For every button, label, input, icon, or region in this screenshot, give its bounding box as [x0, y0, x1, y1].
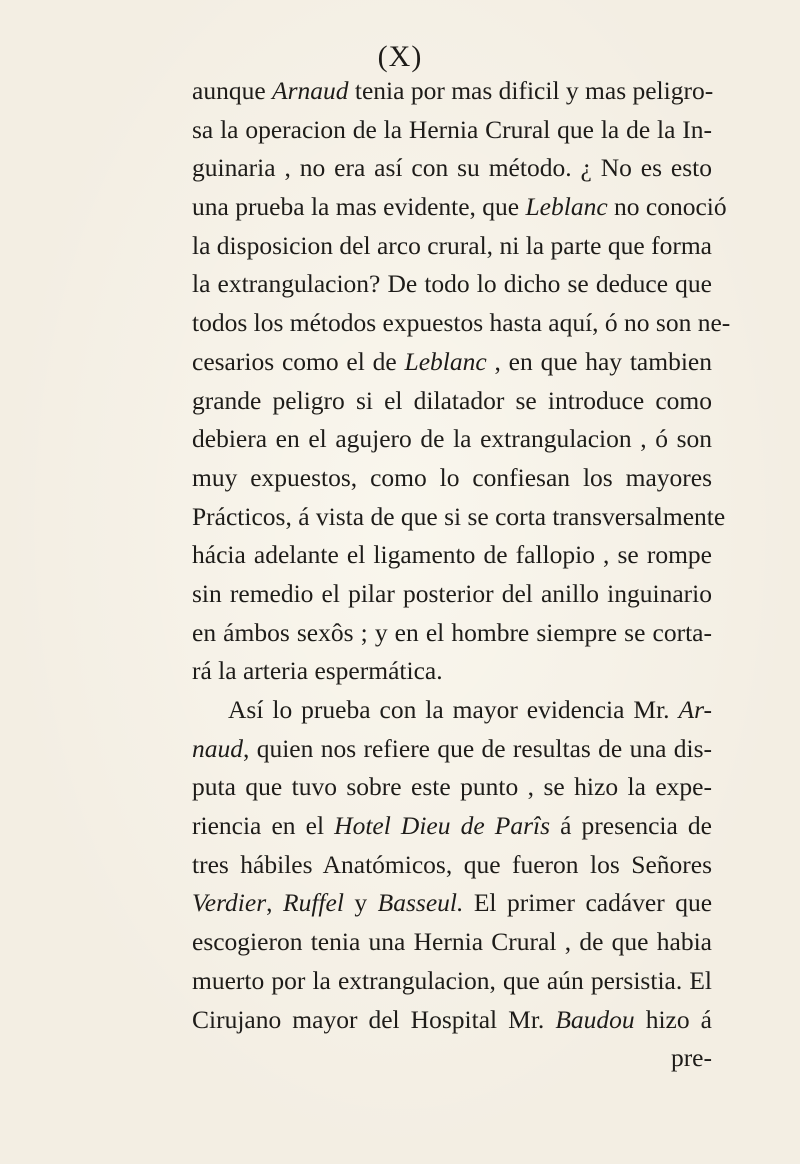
text-run: muerto por la extrangulacion, que aún persistia. El [192, 965, 712, 995]
text-run: una prueba la mas evidente, que [192, 192, 526, 222]
text-run: sa la operacion de la Hernia Crural que la de la In- [192, 114, 712, 144]
body-text [192, 72, 731, 1078]
text-line [192, 227, 712, 266]
text-line [192, 846, 712, 885]
text-run: escogieron tenia una Hernia Crural , de que habia [192, 927, 712, 957]
italic-name: naud [192, 733, 243, 763]
text-run: la extrangulacion? De todo lo dicho se deduce que [192, 269, 712, 299]
italic-name: Verdier [192, 888, 267, 918]
text-run: rá la arteria espermática. [192, 656, 443, 686]
italic-name: Arnaud [272, 76, 349, 105]
text-run: no conoció [607, 192, 727, 222]
text-run: guinaria , no era así con su método. ¿ No es esto [192, 153, 712, 183]
text-line [192, 691, 712, 730]
text-run: la disposicion del arco crural, ni la parte que forma [192, 230, 712, 260]
text-line [192, 536, 712, 575]
italic-name: Basseul. [377, 888, 464, 918]
text-run: , [266, 888, 283, 918]
text-run: á presencia de [550, 811, 712, 841]
text-line [192, 382, 712, 421]
text-line [192, 111, 712, 150]
text-run: sin remedio el pilar posterior del anillo inguinario [192, 578, 712, 608]
text-run: El primer cadáver que [463, 888, 713, 918]
italic-name: Baudou [555, 1004, 635, 1034]
text-line [192, 884, 712, 923]
text-line [192, 149, 712, 188]
text-line [192, 1001, 712, 1040]
text-line [192, 807, 712, 846]
text-line [192, 652, 712, 691]
italic-name: Leblanc [404, 346, 487, 376]
text-line [192, 768, 712, 807]
text-run: puta que tuvo sobre este punto , se hizo la expe- [192, 772, 712, 802]
text-line [192, 614, 712, 653]
page-number: (X) [377, 40, 423, 73]
text-line [192, 304, 731, 343]
text-line [192, 420, 712, 459]
text-run: grande peligro si el dilatador se introduce como [192, 385, 712, 415]
italic-name: Hotel Dieu de Parîs [334, 811, 551, 841]
text-run: riencia en el [192, 811, 335, 841]
text-line [192, 459, 712, 498]
text-run: aunque [192, 76, 273, 105]
text-run: hizo á [634, 1004, 712, 1034]
text-run: cesarios como el de [192, 346, 405, 376]
italic-name: Ruffel [283, 888, 344, 918]
text-run: en ámbos sexôs ; y en el hombre siempre se corta- [192, 617, 712, 647]
text-run: Cirujano mayor del Hospital Mr. [192, 1004, 556, 1034]
text-line [192, 923, 712, 962]
text-run: y [343, 888, 378, 918]
text-line [192, 498, 726, 537]
text-run: Así lo prueba con la mayor evidencia Mr. [228, 695, 679, 724]
text-line [192, 188, 727, 227]
italic-name: Leblanc [525, 192, 608, 222]
text-run: debiera en el agujero de la extrangulacion , ó son [192, 424, 712, 454]
text-line [192, 962, 712, 1001]
text-line [192, 72, 712, 111]
text-run: tres hábiles Anatómicos, que fueron los Señores [192, 849, 712, 879]
text-line [192, 343, 712, 382]
italic-name: Ar- [678, 695, 712, 724]
text-run: muy expuestos, como lo confiesan los mayores [192, 462, 712, 492]
text-run: Prácticos, á vista de que si se corta transversalmente [192, 501, 726, 531]
text-run: tenia por mas dificil y mas peligro- [348, 76, 714, 105]
text-line [192, 575, 712, 614]
text-run: , quien nos refiere que de resultas de una dis- [243, 733, 712, 763]
text-line [192, 265, 712, 304]
text-line [192, 730, 712, 769]
catchword: pre- [670, 1043, 712, 1073]
text-run: , en que hay tambien [486, 346, 712, 376]
text-run: hácia adelante el ligamento de fallopio , se rompe [192, 540, 712, 570]
text-run: todos los métodos expuestos hasta aquí, ó no son ne- [192, 308, 731, 338]
